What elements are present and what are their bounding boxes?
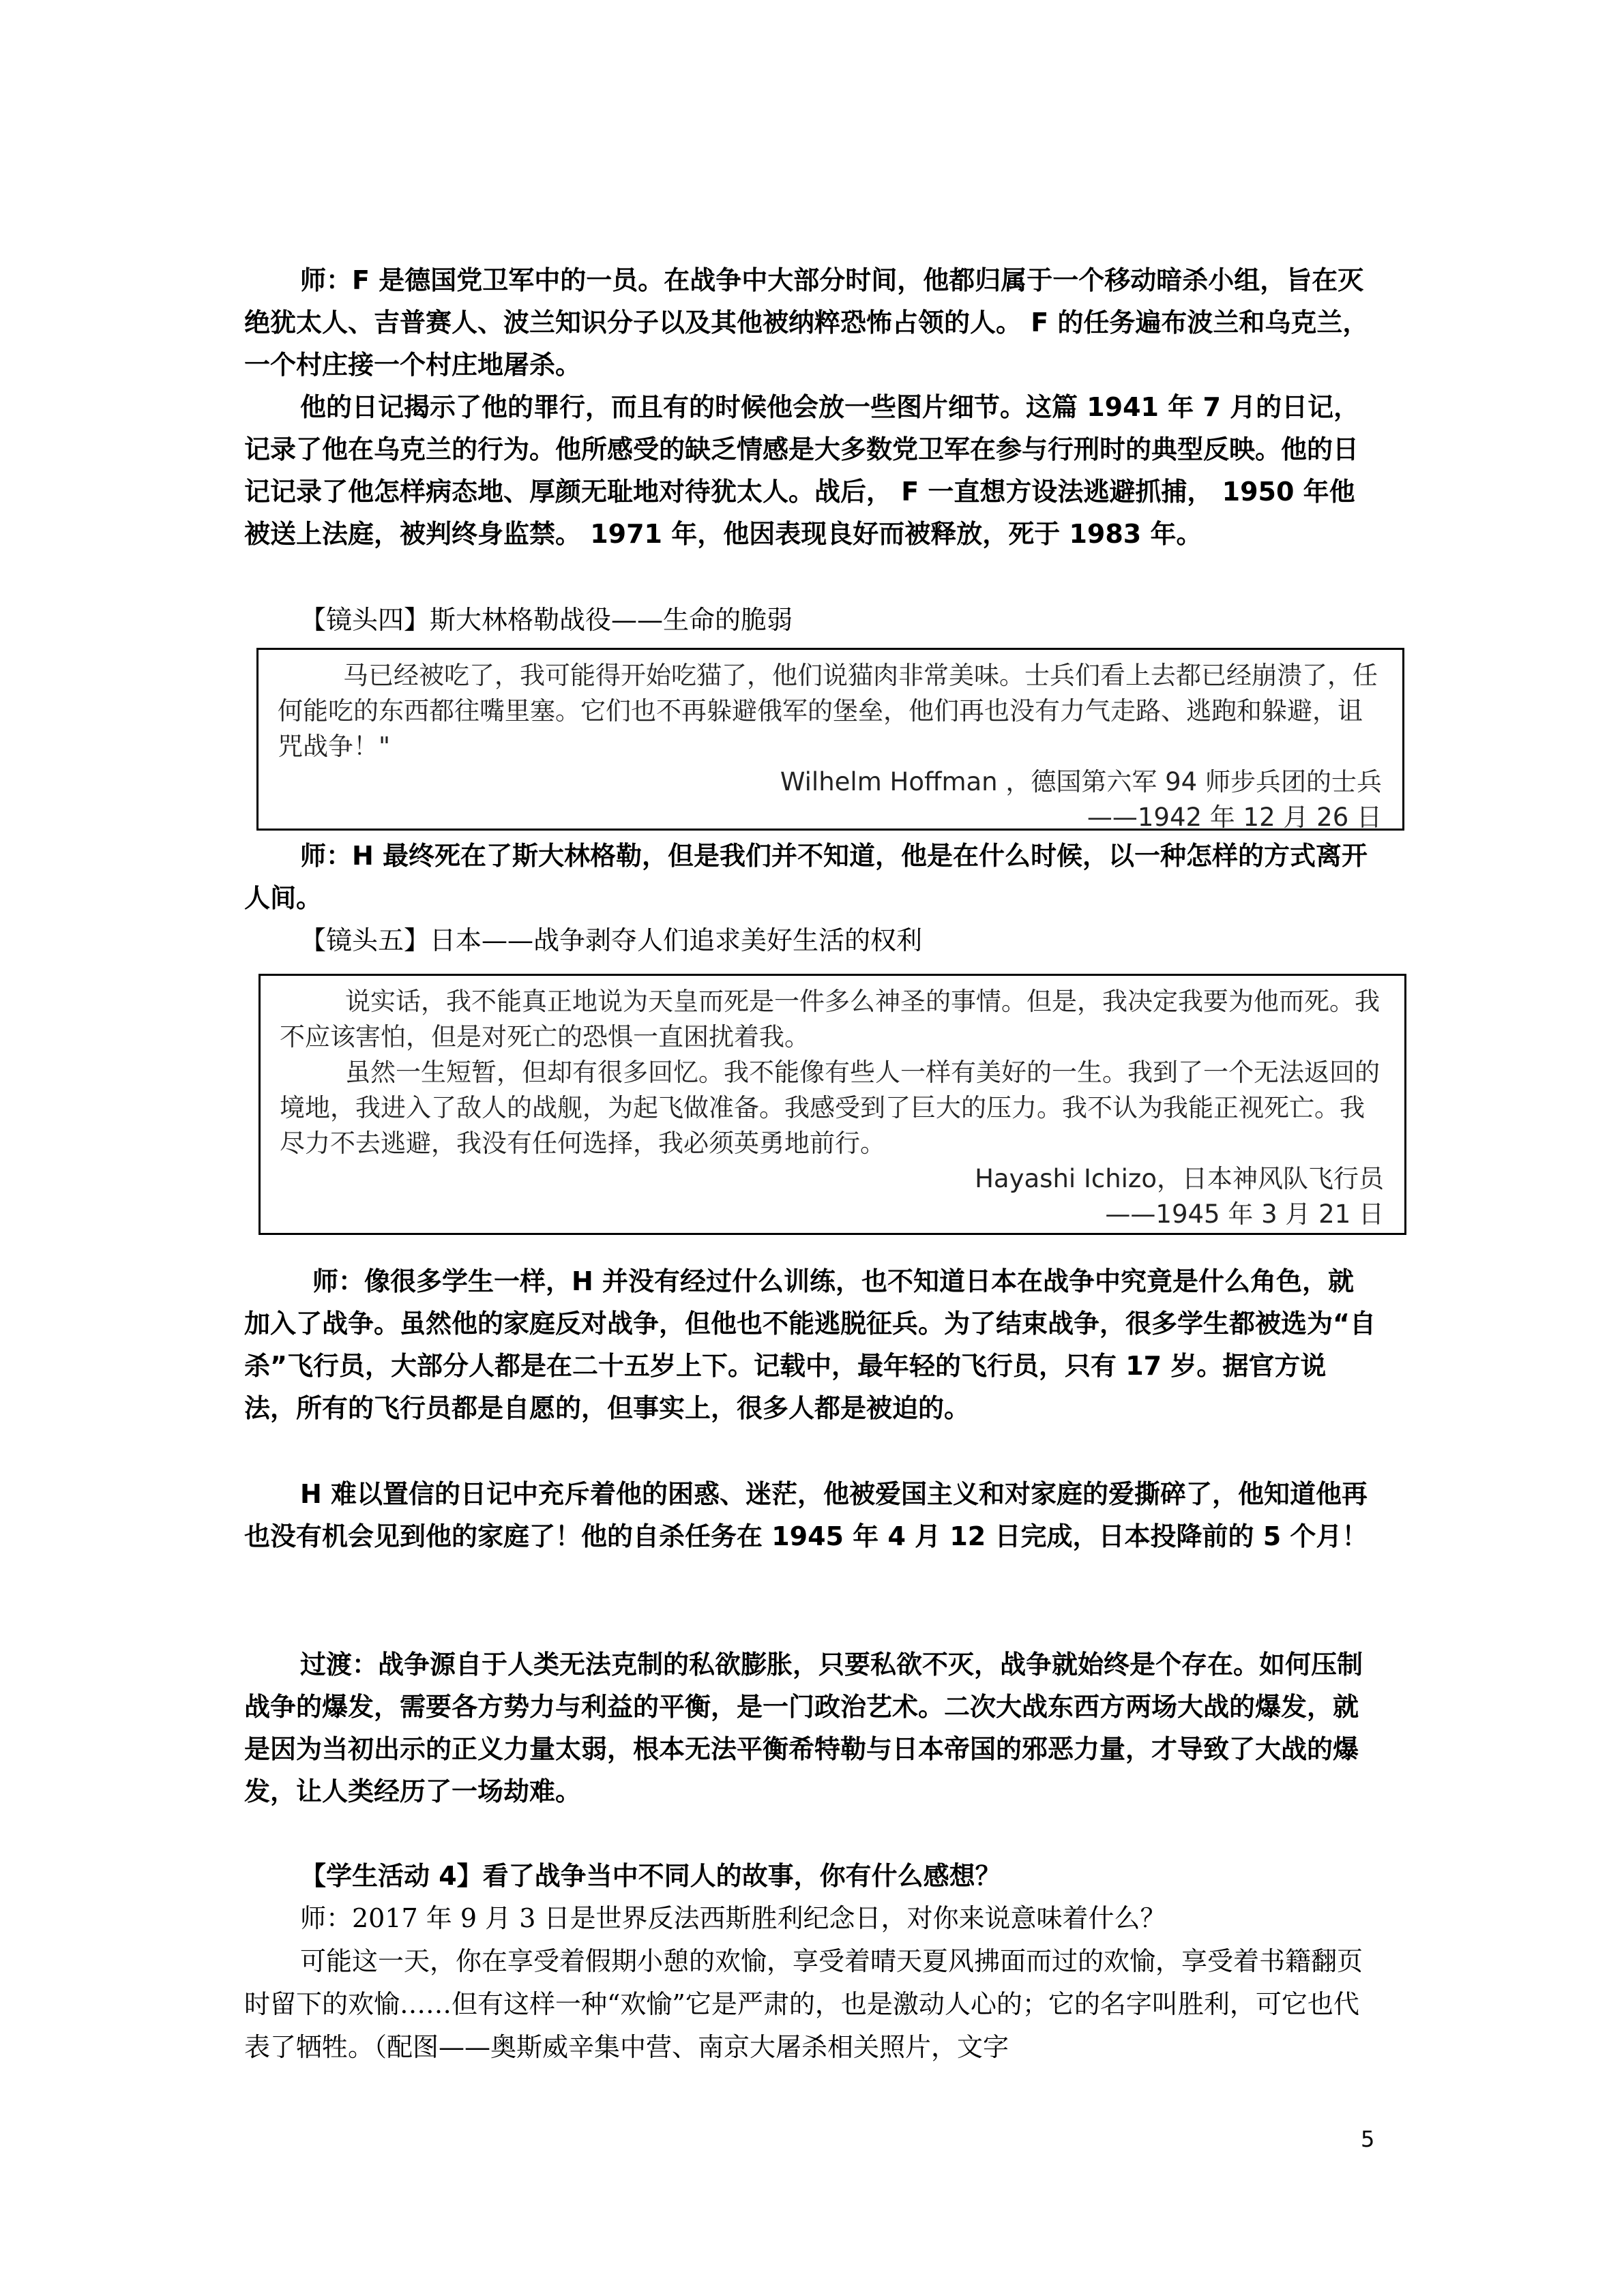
- paragraph-h-stalingrad: 师：H 最终死在了斯大林格勒，但是我们并不知道，他是在什么时候，以一种怎样的方式离开人间。: [244, 841, 1368, 913]
- quote-date: ——1945 年 3 月 21 日: [1105, 1199, 1384, 1229]
- paragraph-f-intro: 师：F 是德国党卫军中的一员。在战争中大部分时间，他都归属于一个移动暗杀小组，旨在灭绝犹太人、吉普赛人、波兰知识分子以及其他被纳粹恐怖占领的人。 F 的任务遍布波兰和乌克兰，一个村庄接一个村庄地屠杀。: [244, 265, 1369, 380]
- paragraph-victory-day: 师：2017 年 9 月 3 日是世界反法西斯胜利纪念日，对你来说意味着什么？: [300, 1903, 1166, 1933]
- paragraph-h-kamikaze: 师：像很多学生一样，H 并没有经过什么训练，也不知道日本在战争中究竟是什么角色，就加入了战争。虽然他的家庭反对战争，但他也不能逃脱征兵。为了结束战争，很多学生都被选为“自杀”飞行员，大部分人都是在二十五岁上下。记载中，最年轻的飞行员，只有 17 岁。据官方说法，所有的飞行员都是自愿的，但事实上，很多人都是被迫的。: [244, 1266, 1376, 1423]
- quote-box-hoffman: [256, 648, 1404, 831]
- section-heading-scene-4: 【镜头四】斯大林格勒战役——生命的脆弱: [300, 605, 793, 635]
- quote-date: ——1942 年 12 月 26 日: [1087, 803, 1382, 832]
- paragraph-joy: 可能这一天，你在享受着假期小憩的欢愉，享受着晴天夏风拂面而过的欢愉，享受着书籍翻页时留下的欢愉……但有这样一种“欢愉”它是严肃的，也是激动人心的；它的名字叫胜利，可它也代表了牺牲。（配图——奥斯威辛集中营、南京大屠杀相关照片，文字: [244, 1946, 1363, 2062]
- quote-text: 说实话，我不能真正地说为天皇而死是一件多么神圣的事情。但是，我决定我要为他而死。我不应该害怕，但是对死亡的恐惧一直困扰着我。: [280, 987, 1380, 1052]
- paragraph-f-diary: 他的日记揭示了他的罪行，而且有的时候他会放一些图片细节。这篇 1941 年 7 月的日记，记录了他在乌克兰的行为。他所感受的缺乏情感是大多数党卫军在参与行刑时的典型反映。他的日记记录了他怎样病态地、厚颜无耻地对待犹太人。战后， F 一直想方设法逃避抓捕， 1950 年他被送上法庭，被判终身监禁。 1971 年，他因表现良好而被释放，死于 1983 年。: [244, 392, 1360, 549]
- paragraph-h-diary: H 难以置信的日记中充斥着他的困惑、迷茫，他被爱国主义和对家庭的爱撕碎了，他知道他再也没有机会见到他的家庭了！他的自杀任务在 1945 年 4 月 12 日完成，日本投降前的 5 个月！: [244, 1479, 1368, 1551]
- quote-text: 虽然一生短暂，但却有很多回忆。我不能像有些人一样有美好的一生。我到了一个无法返回的境地，我进入了敌人的战舰，为起飞做准备。我感受到了巨大的压力。我不认为我能正视死亡。我尽力不去逃避，我没有任何选择，我必须英勇地前行。: [280, 1058, 1380, 1158]
- quote-box-ichizo: [259, 974, 1406, 1235]
- section-heading-scene-5: 【镜头五】日本——战争剥夺人们追求美好生活的权利: [300, 925, 923, 955]
- page-number: 5: [1361, 2126, 1375, 2152]
- student-activity-4: 【学生活动 4】看了战争当中不同人的故事，你有什么感想？: [300, 1861, 1001, 1891]
- paragraph-transition: 过渡：战争源自于人类无法克制的私欲膨胀，只要私欲不灭，战争就始终是个存在。如何压制战争的爆发，需要各方势力与利益的平衡，是一门政治艺术。二次大战东西方两场大战的爆发，就是因为当初出示的正义力量太弱，根本无法平衡希特勒与日本帝国的邪恶力量，才导致了大战的爆发，让人类经历了一场劫难。: [244, 1650, 1363, 1806]
- quote-text: 马已经被吃了，我可能得开始吃猫了，他们说猫肉非常美味。士兵们看上去都已经崩溃了，任何能吃的东西都往嘴里塞。它们也不再躲避俄军的堡垒，他们再也没有力气走路、逃跑和躲避，诅咒战争！": [278, 661, 1378, 761]
- quote-author: Wilhelm Hoffman ，德国第六军 94 师步兵团的士兵: [780, 767, 1382, 796]
- quote-author: Hayashi Ichizo，日本神风队飞行员: [975, 1164, 1384, 1193]
